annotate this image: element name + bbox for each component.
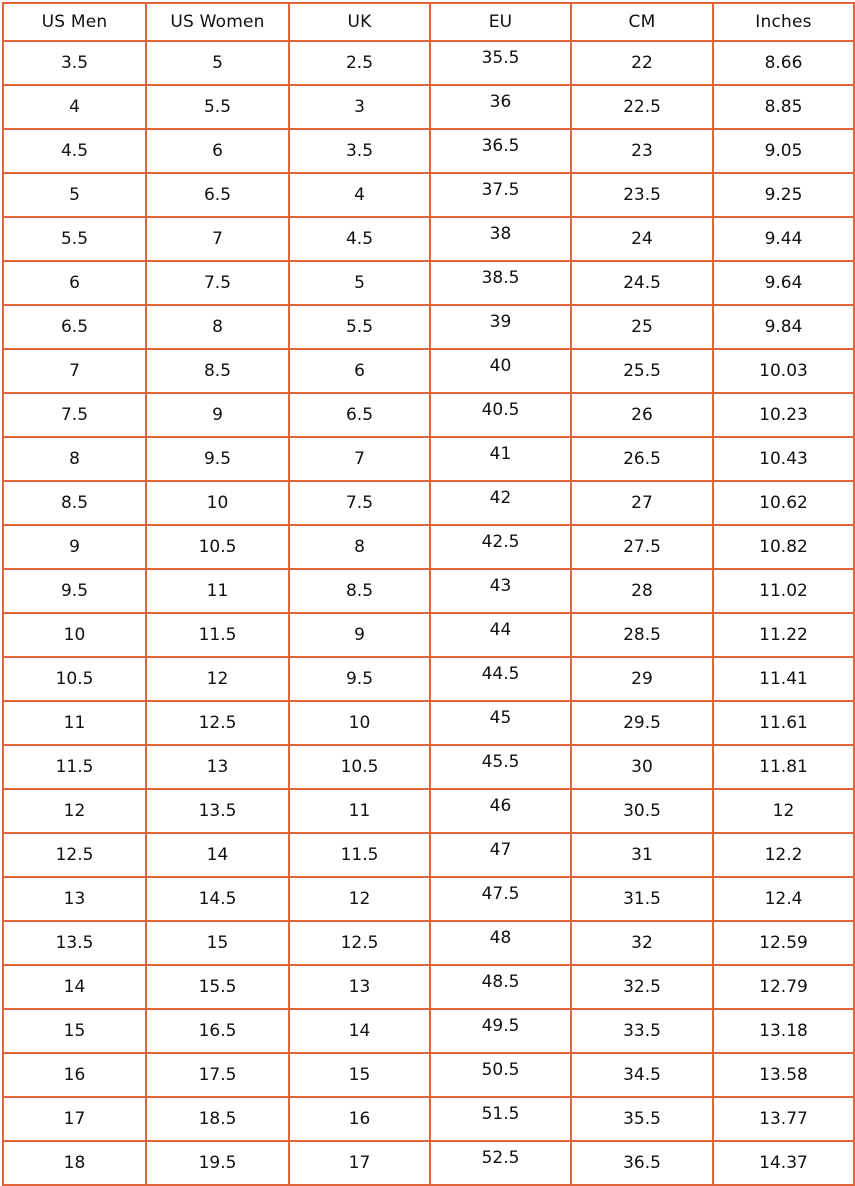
cell-cm: 29.5 <box>571 701 713 745</box>
cell-eu: 38 <box>430 217 571 261</box>
cell-us-women: 8.5 <box>146 349 289 393</box>
cell-uk: 7.5 <box>289 481 430 525</box>
header-inches: Inches <box>713 3 854 41</box>
table-row <box>3 1141 854 1185</box>
cell-uk: 9.5 <box>289 657 430 701</box>
cell-us-women: 13 <box>146 745 289 789</box>
cell-inches: 8.66 <box>713 41 854 85</box>
cell-us-women: 16.5 <box>146 1009 289 1053</box>
cell-eu: 52.5 <box>430 1141 571 1185</box>
cell-us-women: 12 <box>146 657 289 701</box>
cell-inches: 10.43 <box>713 437 854 481</box>
table-row <box>3 1097 854 1141</box>
cell-inches: 9.64 <box>713 261 854 305</box>
cell-us-women: 14 <box>146 833 289 877</box>
cell-us-women: 11 <box>146 569 289 613</box>
cell-us-men: 15 <box>3 1009 146 1053</box>
cell-uk: 14 <box>289 1009 430 1053</box>
cell-us-men: 6 <box>3 261 146 305</box>
cell-us-women: 15.5 <box>146 965 289 1009</box>
cell-cm: 25 <box>571 305 713 349</box>
cell-eu: 37.5 <box>430 173 571 217</box>
table-row <box>3 305 854 349</box>
table-row <box>3 1009 854 1053</box>
cell-eu: 44.5 <box>430 657 571 701</box>
cell-cm: 30.5 <box>571 789 713 833</box>
cell-us-men: 9 <box>3 525 146 569</box>
cell-cm: 25.5 <box>571 349 713 393</box>
cell-eu: 41 <box>430 437 571 481</box>
cell-eu: 45 <box>430 701 571 745</box>
cell-uk: 15 <box>289 1053 430 1097</box>
cell-us-men: 7.5 <box>3 393 146 437</box>
header-row <box>3 3 854 41</box>
table-row <box>3 613 854 657</box>
cell-us-women: 11.5 <box>146 613 289 657</box>
cell-us-men: 8 <box>3 437 146 481</box>
cell-eu: 47 <box>430 833 571 877</box>
cell-uk: 7 <box>289 437 430 481</box>
cell-cm: 31 <box>571 833 713 877</box>
cell-us-women: 12.5 <box>146 701 289 745</box>
cell-uk: 12 <box>289 877 430 921</box>
table-row <box>3 921 854 965</box>
cell-us-men: 9.5 <box>3 569 146 613</box>
cell-us-women: 19.5 <box>146 1141 289 1185</box>
cell-eu: 38.5 <box>430 261 571 305</box>
table-row <box>3 525 854 569</box>
cell-eu: 40 <box>430 349 571 393</box>
cell-cm: 32 <box>571 921 713 965</box>
cell-inches: 9.44 <box>713 217 854 261</box>
cell-us-men: 13 <box>3 877 146 921</box>
cell-uk: 3 <box>289 85 430 129</box>
cell-inches: 10.03 <box>713 349 854 393</box>
cell-uk: 11 <box>289 789 430 833</box>
cell-cm: 26 <box>571 393 713 437</box>
cell-cm: 36.5 <box>571 1141 713 1185</box>
cell-us-women: 6.5 <box>146 173 289 217</box>
cell-eu: 49.5 <box>430 1009 571 1053</box>
cell-us-women: 15 <box>146 921 289 965</box>
cell-cm: 27.5 <box>571 525 713 569</box>
cell-cm: 28 <box>571 569 713 613</box>
cell-us-women: 18.5 <box>146 1097 289 1141</box>
cell-us-men: 16 <box>3 1053 146 1097</box>
cell-us-women: 9 <box>146 393 289 437</box>
cell-uk: 16 <box>289 1097 430 1141</box>
cell-uk: 8 <box>289 525 430 569</box>
cell-uk: 8.5 <box>289 569 430 613</box>
cell-eu: 42 <box>430 481 571 525</box>
cell-us-men: 11.5 <box>3 745 146 789</box>
cell-us-men: 14 <box>3 965 146 1009</box>
cell-uk: 3.5 <box>289 129 430 173</box>
cell-inches: 11.81 <box>713 745 854 789</box>
cell-us-men: 13.5 <box>3 921 146 965</box>
header-eu: EU <box>430 3 571 41</box>
cell-uk: 5.5 <box>289 305 430 349</box>
cell-cm: 32.5 <box>571 965 713 1009</box>
cell-uk: 2.5 <box>289 41 430 85</box>
header-us-women: US Women <box>146 3 289 41</box>
cell-us-women: 13.5 <box>146 789 289 833</box>
cell-uk: 9 <box>289 613 430 657</box>
cell-eu: 40.5 <box>430 393 571 437</box>
cell-inches: 10.62 <box>713 481 854 525</box>
table-row <box>3 833 854 877</box>
cell-us-men: 4 <box>3 85 146 129</box>
table-row <box>3 745 854 789</box>
cell-us-men: 5.5 <box>3 217 146 261</box>
cell-eu: 44 <box>430 613 571 657</box>
table-row <box>3 965 854 1009</box>
cell-us-men: 8.5 <box>3 481 146 525</box>
cell-inches: 11.41 <box>713 657 854 701</box>
cell-uk: 6 <box>289 349 430 393</box>
table-row <box>3 789 854 833</box>
cell-inches: 13.58 <box>713 1053 854 1097</box>
cell-inches: 12.59 <box>713 921 854 965</box>
cell-us-women: 7 <box>146 217 289 261</box>
cell-us-men: 12 <box>3 789 146 833</box>
cell-eu: 35.5 <box>430 41 571 85</box>
cell-us-men: 10.5 <box>3 657 146 701</box>
table-row <box>3 129 854 173</box>
cell-inches: 8.85 <box>713 85 854 129</box>
cell-us-women: 5 <box>146 41 289 85</box>
cell-uk: 11.5 <box>289 833 430 877</box>
cell-inches: 11.22 <box>713 613 854 657</box>
cell-eu: 50.5 <box>430 1053 571 1097</box>
header-us-men: US Men <box>3 3 146 41</box>
cell-eu: 45.5 <box>430 745 571 789</box>
cell-us-men: 10 <box>3 613 146 657</box>
table-row <box>3 349 854 393</box>
table-row <box>3 261 854 305</box>
cell-inches: 9.05 <box>713 129 854 173</box>
cell-us-men: 7 <box>3 349 146 393</box>
cell-uk: 4 <box>289 173 430 217</box>
table-row <box>3 41 854 85</box>
cell-inches: 12.4 <box>713 877 854 921</box>
table-row <box>3 481 854 525</box>
cell-uk: 13 <box>289 965 430 1009</box>
header-cm: CM <box>571 3 713 41</box>
cell-us-women: 7.5 <box>146 261 289 305</box>
table-row <box>3 173 854 217</box>
cell-us-women: 17.5 <box>146 1053 289 1097</box>
table-body <box>3 41 854 1185</box>
cell-uk: 6.5 <box>289 393 430 437</box>
shoe-size-table <box>2 2 855 1186</box>
cell-us-men: 12.5 <box>3 833 146 877</box>
cell-us-women: 6 <box>146 129 289 173</box>
cell-uk: 4.5 <box>289 217 430 261</box>
table-row <box>3 217 854 261</box>
cell-eu: 47.5 <box>430 877 571 921</box>
cell-uk: 10.5 <box>289 745 430 789</box>
cell-eu: 51.5 <box>430 1097 571 1141</box>
cell-uk: 12.5 <box>289 921 430 965</box>
table-row <box>3 85 854 129</box>
cell-us-men: 3.5 <box>3 41 146 85</box>
cell-eu: 48.5 <box>430 965 571 1009</box>
cell-us-women: 9.5 <box>146 437 289 481</box>
cell-cm: 31.5 <box>571 877 713 921</box>
table-row <box>3 437 854 481</box>
table-row <box>3 701 854 745</box>
cell-inches: 9.84 <box>713 305 854 349</box>
cell-us-men: 18 <box>3 1141 146 1185</box>
cell-eu: 42.5 <box>430 525 571 569</box>
cell-us-women: 8 <box>146 305 289 349</box>
cell-inches: 13.18 <box>713 1009 854 1053</box>
cell-us-women: 5.5 <box>146 85 289 129</box>
table-row <box>3 657 854 701</box>
cell-inches: 11.61 <box>713 701 854 745</box>
cell-us-men: 11 <box>3 701 146 745</box>
cell-uk: 5 <box>289 261 430 305</box>
cell-inches: 11.02 <box>713 569 854 613</box>
cell-inches: 13.77 <box>713 1097 854 1141</box>
cell-cm: 29 <box>571 657 713 701</box>
cell-uk: 10 <box>289 701 430 745</box>
table-row <box>3 393 854 437</box>
cell-eu: 36 <box>430 85 571 129</box>
cell-us-men: 5 <box>3 173 146 217</box>
cell-eu: 48 <box>430 921 571 965</box>
table-row <box>3 1053 854 1097</box>
cell-cm: 24 <box>571 217 713 261</box>
cell-inches: 10.82 <box>713 525 854 569</box>
cell-cm: 35.5 <box>571 1097 713 1141</box>
cell-cm: 22.5 <box>571 85 713 129</box>
cell-cm: 28.5 <box>571 613 713 657</box>
cell-inches: 14.37 <box>713 1141 854 1185</box>
cell-us-women: 10.5 <box>146 525 289 569</box>
cell-inches: 9.25 <box>713 173 854 217</box>
cell-uk: 17 <box>289 1141 430 1185</box>
cell-eu: 43 <box>430 569 571 613</box>
cell-us-men: 4.5 <box>3 129 146 173</box>
cell-cm: 23 <box>571 129 713 173</box>
cell-us-men: 17 <box>3 1097 146 1141</box>
cell-cm: 34.5 <box>571 1053 713 1097</box>
table-row <box>3 877 854 921</box>
table-row <box>3 569 854 613</box>
cell-us-men: 6.5 <box>3 305 146 349</box>
cell-inches: 12.2 <box>713 833 854 877</box>
cell-eu: 39 <box>430 305 571 349</box>
cell-inches: 12.79 <box>713 965 854 1009</box>
cell-eu: 46 <box>430 789 571 833</box>
header-uk: UK <box>289 3 430 41</box>
cell-cm: 23.5 <box>571 173 713 217</box>
cell-eu: 36.5 <box>430 129 571 173</box>
cell-cm: 26.5 <box>571 437 713 481</box>
cell-inches: 10.23 <box>713 393 854 437</box>
cell-cm: 27 <box>571 481 713 525</box>
cell-inches: 12 <box>713 789 854 833</box>
cell-us-women: 14.5 <box>146 877 289 921</box>
cell-cm: 22 <box>571 41 713 85</box>
cell-cm: 33.5 <box>571 1009 713 1053</box>
cell-cm: 30 <box>571 745 713 789</box>
cell-us-women: 10 <box>146 481 289 525</box>
cell-cm: 24.5 <box>571 261 713 305</box>
